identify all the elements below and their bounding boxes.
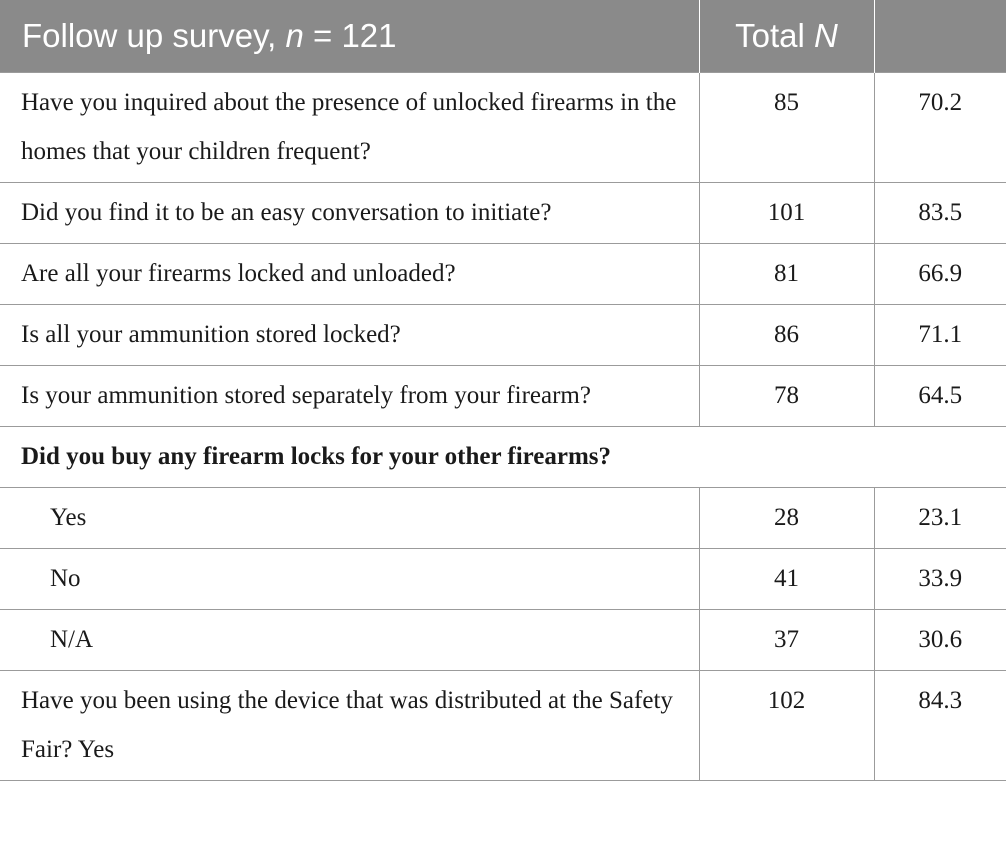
row-percent: 23.1: [874, 488, 1006, 549]
table-row: [0, 671, 1006, 781]
row-count: 78: [699, 366, 874, 427]
row-option: Yes: [0, 488, 699, 549]
table-row: [0, 183, 1006, 244]
table-row: [0, 610, 1006, 671]
row-question: Is your ammunition stored separately from your firearm?: [0, 366, 699, 427]
row-count: 37: [699, 610, 874, 671]
header-row: [0, 0, 1006, 73]
row-percent: 71.1: [874, 305, 1006, 366]
header-percent: [874, 0, 1006, 73]
header-survey: [0, 0, 699, 73]
row-percent: 64.5: [874, 366, 1006, 427]
row-count: 86: [699, 305, 874, 366]
row-question: Have you inquired about the presence of unlocked firearms in the homes that your children frequent?: [0, 73, 699, 183]
row-question: Is all your ammunition stored locked?: [0, 305, 699, 366]
row-percent: 30.6: [874, 610, 1006, 671]
row-question: Have you been using the device that was distributed at the Safety Fair? Yes: [0, 671, 699, 781]
table-body: [0, 73, 1006, 781]
row-count: 85: [699, 73, 874, 183]
table-row: [0, 305, 1006, 366]
row-percent: 33.9: [874, 549, 1006, 610]
row-count: 81: [699, 244, 874, 305]
header-survey-text: Follow up survey,: [22, 17, 286, 54]
row-question: Did you find it to be an easy conversation to initiate?: [0, 183, 699, 244]
table-row: [0, 366, 1006, 427]
section-heading: Did you buy any firearm locks for your other firearms?: [0, 427, 1006, 488]
row-option: No: [0, 549, 699, 610]
row-count: 41: [699, 549, 874, 610]
table-row: [0, 488, 1006, 549]
header-survey-count: = 121: [303, 17, 397, 54]
row-percent: 83.5: [874, 183, 1006, 244]
table-row: [0, 73, 1006, 183]
table-header: [0, 0, 1006, 73]
row-question: Are all your firearms locked and unloaded?: [0, 244, 699, 305]
header-survey-n: n: [285, 17, 304, 54]
header-total-text: Total: [735, 17, 815, 54]
section-heading-row: [0, 427, 1006, 488]
row-count: 102: [699, 671, 874, 781]
table-row: [0, 244, 1006, 305]
row-percent: 70.2: [874, 73, 1006, 183]
header-total-n: N: [814, 17, 838, 54]
row-option: N/A: [0, 610, 699, 671]
row-percent: 84.3: [874, 671, 1006, 781]
row-count: 28: [699, 488, 874, 549]
row-percent: 66.9: [874, 244, 1006, 305]
row-count: 101: [699, 183, 874, 244]
header-total: [699, 0, 874, 73]
table-row: [0, 549, 1006, 610]
